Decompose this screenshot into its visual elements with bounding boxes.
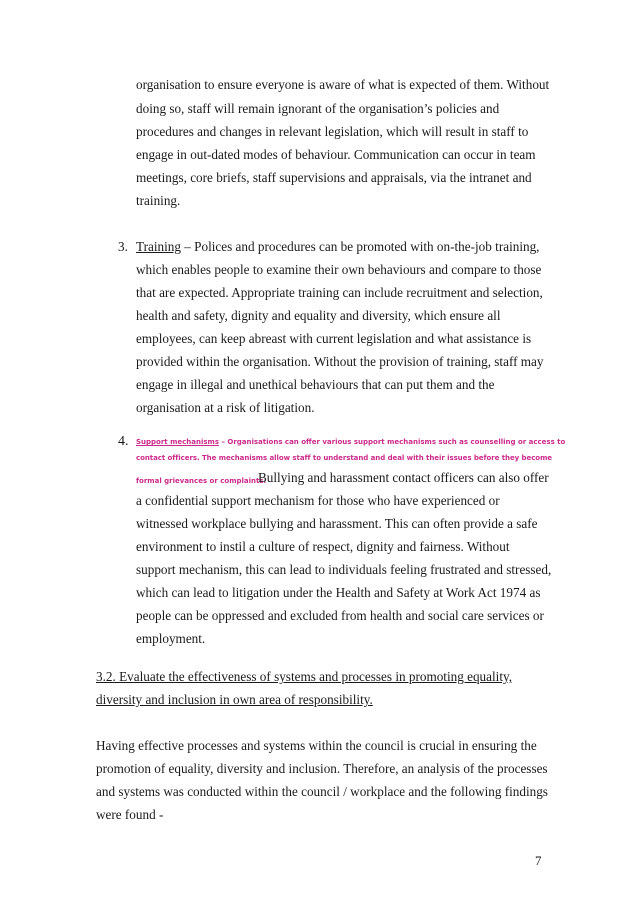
item4-line: people can be oppressed and excluded from health and social care services or [136,608,544,623]
para1-line: doing so, staff will remain ignorant of the organisation’s policies and [136,101,500,116]
item3-number: 3. [118,239,128,254]
page-number: 7 [535,853,542,868]
item3-line: which enables people to examine their own behaviours and compare to those [136,262,542,277]
item3-line: organisation at a risk of litigation. [136,400,315,415]
item3-first-line [136,239,539,255]
item3-first-line-rest: – Polices and procedures can be promoted with on-the-job training, [180,239,540,254]
section-heading: 3.2. Evaluate the effectiveness of systems and processes in promoting equality, [96,669,513,684]
item4-line: which can lead to litigation under the Health and Safety at Work Act 1974 as [136,585,541,600]
para1-line: meetings, core briefs, staff supervisions and appraisals, via the intranet and [136,170,532,185]
item3-line: provided within the organisation. Without the provision of training, staff may [136,354,544,369]
item4-term: Support mechanisms [136,438,219,446]
item4-line: environment to instil a culture of respect, dignity and fairness. Without [136,539,510,554]
item4-line: support mechanism, this can lead to individuals feeling frustrated and stressed, [136,562,552,577]
item4-small-line [136,437,565,447]
para1-line: engage in out-dated modes of behaviour. Communication can occur in team [136,147,536,162]
item3-line: employees, can keep abreast with current legislation and what assistance is [136,331,532,346]
para1-line: organisation to ensure everyone is aware of what is expected of them. Without [136,77,550,92]
item4-line3-rest: Bullying and harassment contact officers can also offer [258,470,549,485]
para2-line: and systems was conducted within the council / workplace and the following findings [96,784,548,799]
item4-small-line-rest: – Organisations can offer various support mechanisms such as counselling or access to [219,438,566,446]
section-heading: diversity and inclusion in own area of responsibility. [96,692,373,707]
item4-line: a confidential support mechanism for those who have experienced or [136,493,500,508]
item3-line: health and safety, dignity and equality and diversity, which ensure all [136,308,501,323]
item4-small-line: contact officers. The mechanisms allow staff to understand and deal with their issues before they become [136,454,553,462]
item3-line: that are expected. Appropriate training can include recruitment and selection, [136,285,543,300]
item4-small-line: formal grievances or complaints. [136,477,267,485]
item3-term: Training [136,239,181,254]
para2-line: were found - [96,807,164,822]
item4-line: witnessed workplace bullying and harassment. This can often provide a safe [136,516,538,531]
para2-line: promotion of equality, diversity and inclusion. Therefore, an analysis of the processes [96,761,548,776]
item3-line: engage in illegal and unethical behaviours that can put them and the [136,377,495,392]
para1-line: procedures and changes in relevant legislation, which will result in staff to [136,124,529,139]
item4-number: 4. [118,434,129,449]
item4-line: employment. [136,631,206,646]
para2-line: Having effective processes and systems within the council is crucial in ensuring the [96,738,537,753]
para1-line: training. [136,193,181,208]
